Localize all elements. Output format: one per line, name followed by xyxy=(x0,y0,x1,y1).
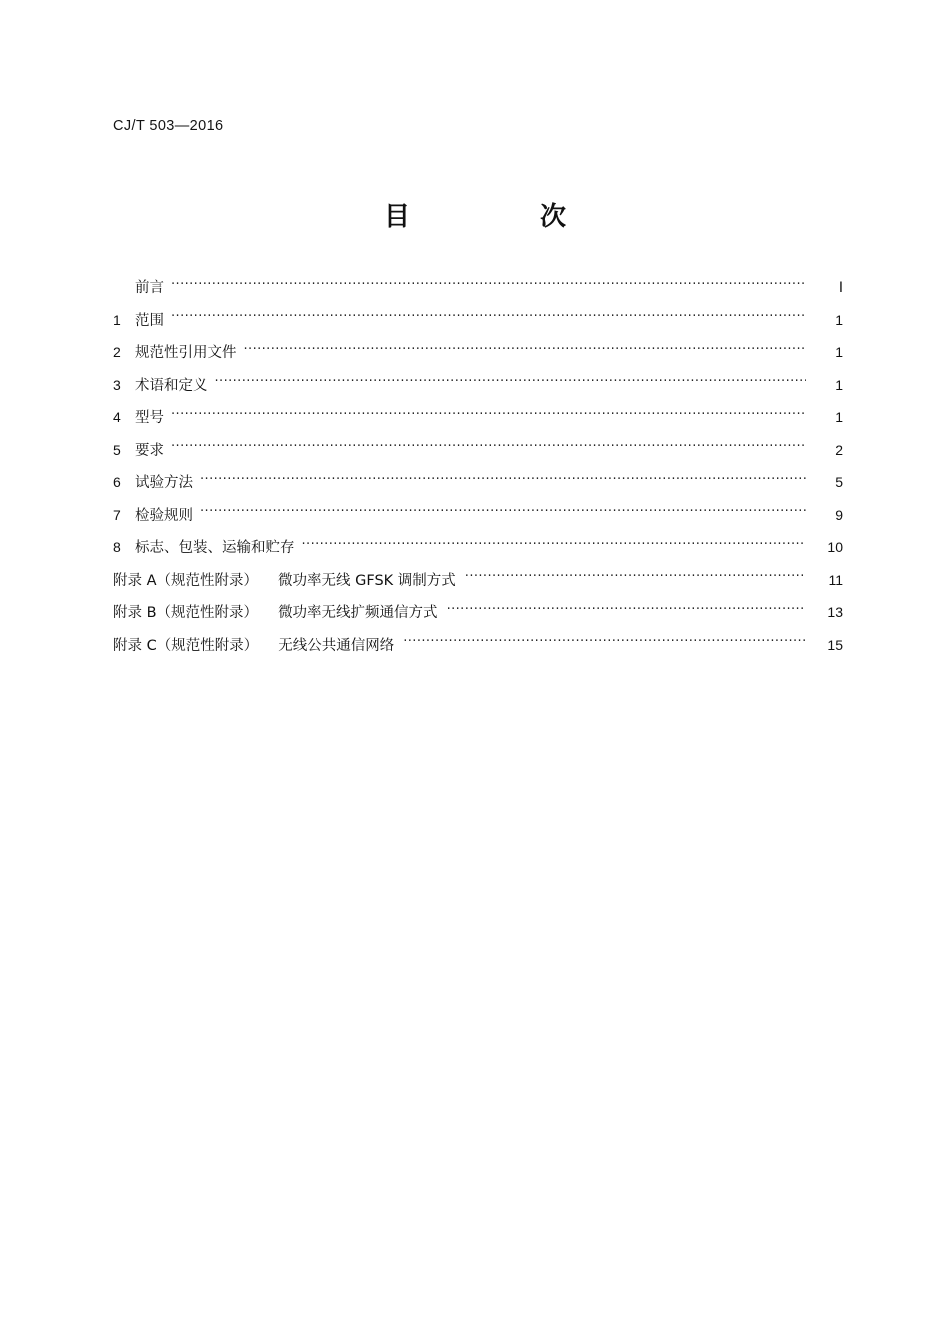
toc-entry-page: 9 xyxy=(835,506,843,523)
toc-annex-entry[interactable] xyxy=(113,569,843,590)
toc-entry-page: 1 xyxy=(835,344,843,360)
toc-entry[interactable] xyxy=(113,309,843,330)
toc-entry-page: 2 xyxy=(835,441,843,458)
toc-annex-label: 附录 C（规范性附录） xyxy=(113,637,259,654)
toc-entry-number: 6 xyxy=(113,474,121,490)
standard-number: CJ/T 503—2016 xyxy=(113,118,224,134)
toc-leader-dots xyxy=(244,343,807,358)
page-title: 目 次 xyxy=(383,202,592,232)
toc-annex-label: 附录 B（规范性附录） xyxy=(113,605,259,621)
toc-annex-title: 微功率无线扩频通信方式 xyxy=(278,605,438,621)
toc-entry-page: Ⅰ xyxy=(838,279,843,295)
toc-annex-page: 13 xyxy=(827,604,843,620)
toc-leader-dots xyxy=(447,603,806,618)
toc-entry-page: 1 xyxy=(835,376,843,393)
toc-leader-dots xyxy=(171,408,806,423)
toc-entry[interactable] xyxy=(113,536,843,557)
toc-entry-number: 7 xyxy=(113,506,121,523)
toc-annex-title: 无线公共通信网络 xyxy=(278,637,395,654)
toc-entry[interactable] xyxy=(113,406,843,427)
toc-entry-page: 10 xyxy=(827,539,843,555)
toc-entry-number: 8 xyxy=(113,539,121,555)
toc-entry-label: 标志、包装、运输和贮存 xyxy=(135,540,295,556)
toc-leader-dots xyxy=(171,278,806,293)
toc-leader-dots xyxy=(302,538,807,553)
toc-leader-dots xyxy=(171,310,806,325)
toc-leader-dots xyxy=(215,375,807,390)
toc-entry-label: 前言 xyxy=(135,280,164,296)
toc-entry[interactable] xyxy=(113,471,843,492)
toc-entry-page: 1 xyxy=(835,409,843,425)
toc-entry-page: 5 xyxy=(835,474,843,490)
toc-leader-dots xyxy=(200,473,806,488)
toc-entry-number: 3 xyxy=(113,376,121,393)
toc-entry[interactable] xyxy=(113,341,843,362)
toc-entry-number: 4 xyxy=(113,409,121,425)
toc-entry[interactable] xyxy=(113,439,843,460)
toc-leader-dots xyxy=(200,505,806,520)
toc-entry-label: 试验方法 xyxy=(135,475,193,491)
toc-annex-entry[interactable] xyxy=(113,634,843,655)
table-of-contents xyxy=(113,276,843,666)
toc-leader-dots xyxy=(171,440,806,455)
toc-entry-label: 要求 xyxy=(135,442,164,459)
toc-entry-number: 1 xyxy=(113,311,121,328)
toc-entry-number: 5 xyxy=(113,441,121,458)
toc-entry-page: 1 xyxy=(835,311,843,328)
toc-entry-label: 规范性引用文件 xyxy=(135,345,237,361)
toc-annex-page: 11 xyxy=(828,571,843,588)
toc-annex-title: 微功率无线 GFSK 调制方式 xyxy=(278,572,456,589)
toc-entry[interactable] xyxy=(113,276,843,297)
toc-entry-label: 术语和定义 xyxy=(135,377,208,394)
toc-entry[interactable] xyxy=(113,374,843,395)
toc-entry-label: 检验规则 xyxy=(135,507,193,524)
toc-entry-label: 型号 xyxy=(135,410,164,426)
toc-leader-dots xyxy=(465,570,806,585)
toc-entry-number: 2 xyxy=(113,344,121,360)
toc-entry-label: 范围 xyxy=(135,312,164,329)
toc-annex-label: 附录 A（规范性附录） xyxy=(113,572,259,589)
toc-entry[interactable] xyxy=(113,504,843,525)
toc-annex-page: 15 xyxy=(827,636,843,653)
toc-leader-dots xyxy=(403,635,806,650)
toc-annex-entry[interactable] xyxy=(113,601,843,622)
